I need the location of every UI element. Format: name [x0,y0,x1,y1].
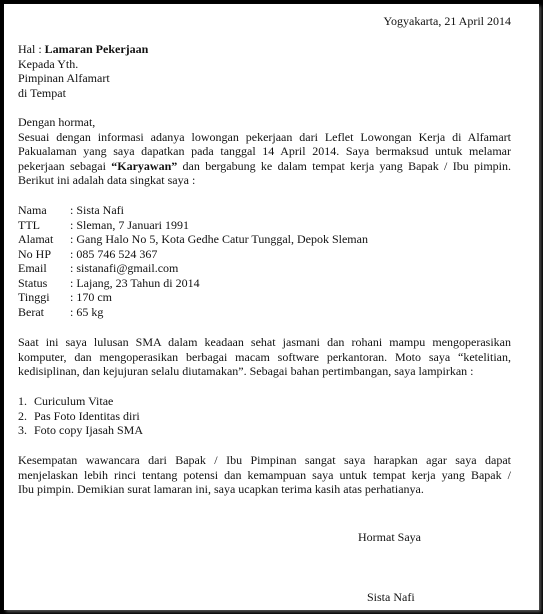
greeting: Dengan hormat, [18,115,96,129]
biodata-row [18,276,511,291]
letter-page [4,4,539,610]
closing-salutation: Hormat Saya [358,530,421,544]
biodata-row [18,232,511,247]
biodata-label: Email [18,261,47,275]
biodata-row [18,290,511,305]
biodata-value: : 170 cm [70,290,112,304]
paragraph-line: Saat ini saya lulusan SMA dalam keadaan sehat jasmani dan rohani mampu mengoperasikan [18,335,511,349]
intro-line: Sesuai dengan informasi adanya lowongan pekerjaan dari Leflet Lowongan Kerja di Alfamart [18,129,511,144]
recipient-line: di Tempat [18,85,66,100]
biodata-row [18,305,511,320]
attachment-number: 1. [18,394,27,408]
biodata-row [18,203,511,218]
attachment-item [18,394,511,409]
intro-text: pekerjaan sebagai [18,158,112,173]
biodata-label: TTL [18,217,40,232]
attachment-text: Foto copy Ijasah SMA [34,423,143,437]
intro-paragraph [18,130,511,188]
biodata-value: : Sleman, 7 Januari 1991 [70,217,189,232]
paragraph-line: kedisiplinan, dan kejujuran selalu diutamakan”. Sebagai bahan pertimbangan, saya lampirkan : [18,364,474,378]
intro-text: dan bergabung ke dalam tempat kerja yang Bapak / Ibu pimpin. [177,158,512,173]
biodata-value: : 65 kg [70,304,104,319]
position-name: “Karyawan” [111,158,178,173]
attachment-item [18,409,511,424]
biodata-list [18,203,511,319]
paragraph-line: Ibu pimpin. Demikian surat lamaran ini, saya ucapkan terima kasih atas perhatianya. [18,482,424,496]
attachment-number: 2. [18,408,27,423]
biodata-value: : sistanafi@gmail.com [70,261,179,275]
attachment-number: 3. [18,423,27,437]
subject-label: Hal : [18,42,45,56]
recipient-block [18,57,511,101]
biodata-label: No HP [18,246,52,261]
attachment-list [18,394,511,438]
biodata-row [18,247,511,262]
closing-paragraph [18,453,511,497]
biodata-label: Berat [18,304,44,319]
biodata-row [18,218,511,233]
subject-value: Lamaran Pekerjaan [44,42,149,56]
biodata-value: : Lajang, 23 Tahun di 2014 [70,275,200,290]
subject-line [18,42,511,57]
biodata-label: Alamat [18,232,54,246]
intro-line: Berikut ini adalah data singkat saya : [18,173,196,187]
intro-line: Pakualaman yang saya dapatkan pada tanggal 14 April 2014. Saya bermaksud untuk melamar [18,144,511,158]
biodata-value: : Sista Nafi [70,203,124,217]
letter-date: Yogyakarta, 21 April 2014 [383,14,511,28]
biodata-value: : 085 746 524 367 [70,246,158,261]
signer-name: Sista Nafi [367,590,415,604]
paragraph-line: Kesempatan wawancara dari Bapak / Ibu Pimpinan sangat saya harapkan agar saya dapat [18,453,511,467]
recipient-line: Kepada Yth. [18,56,79,71]
attachment-text: Curiculum Vitae [34,394,114,408]
biodata-label: Nama [18,203,47,217]
attachment-item [18,423,511,438]
biodata-label: Status [18,275,48,290]
intro-line [18,159,511,174]
biodata-row [18,261,511,276]
paragraph-line: menjelaskan lebih rinci tentang potensi dan kemampuan saya untuk tempat kerja yang Bapak / [18,467,511,482]
recipient-line: Pimpinan Alfamart [18,71,110,85]
attachment-text: Pas Foto Identitas diri [34,408,140,423]
paragraph-line: komputer, dan mengoperasikan berbagai macam software perkantoran. Moto saya “ketelitian, [18,349,511,364]
biodata-value: : Gang Halo No 5, Kota Gedhe Catur Tunggal, Depok Sleman [70,232,368,246]
biodata-label: Tinggi [18,290,50,304]
qualification-paragraph [18,335,511,379]
